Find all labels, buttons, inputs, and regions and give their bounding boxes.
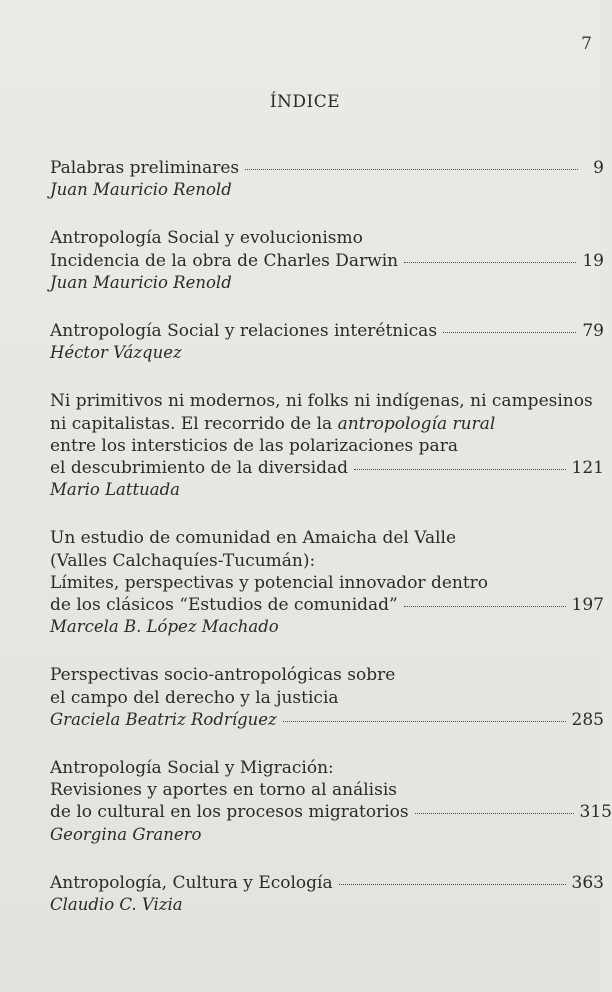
- leader-dots: [404, 605, 566, 607]
- toc-entry[interactable]: [50, 872, 604, 916]
- leader-dots: [404, 261, 576, 263]
- toc-entry-author: Mario Lattuada: [50, 480, 180, 500]
- toc-entry[interactable]: [50, 527, 604, 638]
- toc-entry-title: el campo del derecho y la justicia: [50, 687, 339, 708]
- toc-entry-title: Incidencia de la obra de Charles Darwin: [50, 250, 399, 271]
- toc-entry-title: Revisiones y aportes en torno al análisis: [50, 780, 397, 801]
- toc-entry-title: [50, 413, 604, 435]
- toc-entry-page: 315: [579, 802, 612, 823]
- toc-entry-page: 363: [571, 872, 604, 893]
- toc-entry-page: 19: [582, 250, 604, 271]
- toc-entry-title: Antropología Social y evolucionismo: [50, 228, 363, 249]
- toc-entry-title-line: [50, 872, 604, 894]
- toc-entry-title-line: [50, 250, 604, 272]
- toc-entry-author: Juan Mauricio Renold: [50, 272, 232, 292]
- toc-entry-title: Ni primitivos ni modernos, ni folks ni indígenas, ni campesinos: [50, 391, 593, 412]
- toc-entry-title-line: [50, 457, 604, 479]
- toc-entry-author: Juan Mauricio Renold: [50, 180, 232, 200]
- toc-entry-author: Marcela B. López Machado: [50, 617, 279, 637]
- table-of-contents: [50, 157, 612, 942]
- toc-entry-author: Héctor Vázquez: [50, 343, 182, 363]
- toc-entry-title: entre los intersticios de las polarizaciones para: [50, 435, 458, 456]
- page-title: ÍNDICE: [269, 92, 341, 112]
- toc-entry-page: 285: [571, 709, 604, 730]
- toc-entry-page: 79: [582, 321, 604, 342]
- toc-entry-title-emphasis: antropología rural: [337, 413, 496, 434]
- toc-entry-title-line: [50, 594, 604, 616]
- toc-entry[interactable]: [50, 757, 612, 846]
- toc-entry-title: Antropología Social y relaciones interétnicas: [50, 321, 438, 342]
- toc-entry-title-line: [50, 157, 604, 179]
- toc-entry[interactable]: [50, 664, 604, 731]
- toc-entry-title-line: [50, 320, 604, 342]
- toc-entry[interactable]: [50, 390, 604, 501]
- toc-entry-title: Un estudio de comunidad en Amaicha del Valle: [50, 528, 457, 549]
- leader-dots: [354, 468, 566, 470]
- toc-entry-title-text: ni capitalistas. El recorrido de la: [50, 413, 338, 434]
- toc-entry-title: el descubrimiento de la diversidad: [50, 458, 349, 479]
- toc-entry-author: Graciela Beatriz Rodríguez: [50, 709, 277, 729]
- leader-dots: [339, 883, 566, 885]
- toc-entry-page: 121: [571, 458, 604, 479]
- toc-entry[interactable]: [50, 157, 604, 201]
- leader-dots: [443, 331, 576, 333]
- leader-dots: [415, 812, 574, 814]
- toc-entry[interactable]: [50, 320, 604, 364]
- toc-entry-title: Límites, perspectivas y potencial innovador dentro: [50, 572, 489, 593]
- toc-entry-title-line: [50, 801, 612, 823]
- page-number: 7: [581, 34, 592, 54]
- toc-entry[interactable]: [50, 227, 604, 294]
- toc-entry-title: Antropología, Cultura y Ecología: [50, 872, 333, 893]
- toc-entry-title: de lo cultural en los procesos migratorios: [50, 802, 409, 823]
- toc-entry-title: Antropología Social y Migración:: [50, 758, 334, 779]
- toc-entry-page: 197: [571, 595, 604, 616]
- toc-entry-page: 9: [593, 158, 604, 178]
- toc-entry-title-line: [50, 709, 604, 731]
- toc-entry-author: Georgina Granero: [50, 824, 202, 844]
- toc-entry-title: Perspectivas socio-antropológicas sobre: [50, 665, 396, 686]
- toc-entry-title: Palabras preliminares: [50, 158, 240, 178]
- toc-entry-title: de los clásicos “Estudios de comunidad”: [50, 595, 398, 616]
- toc-entry-title: (Valles Calchaquíes-Tucumán):: [50, 550, 316, 571]
- leader-dots: [245, 168, 578, 170]
- toc-entry-author: Claudio C. Vizia: [50, 895, 183, 915]
- leader-dots: [283, 720, 566, 722]
